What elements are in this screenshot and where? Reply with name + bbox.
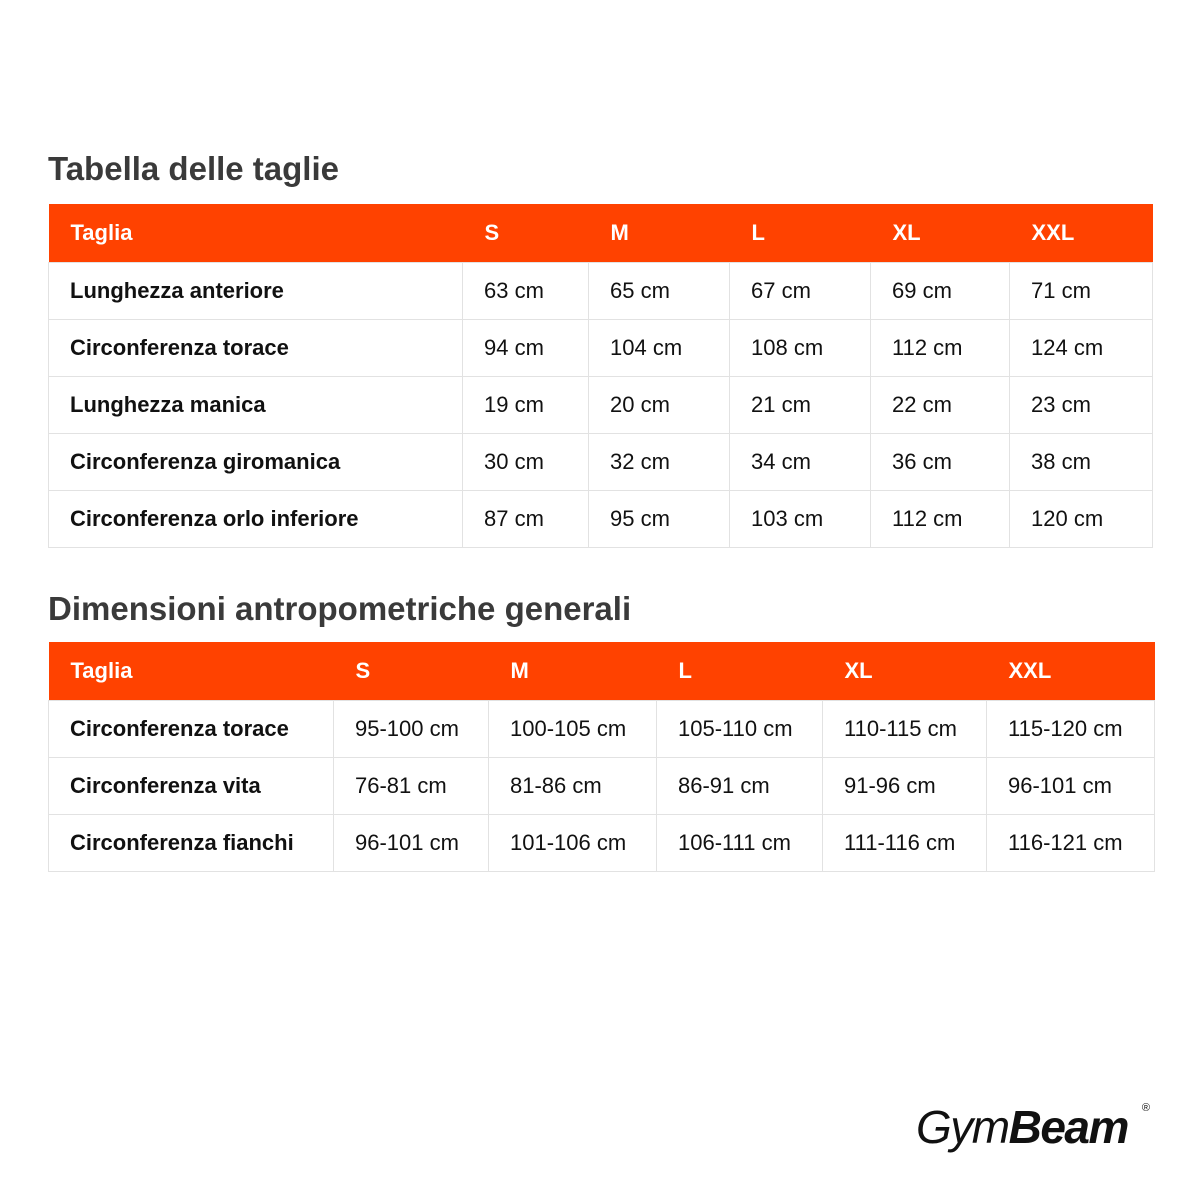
size-table-title: Tabella delle taglie	[48, 150, 339, 187]
size-table	[48, 204, 1153, 548]
body-table-header-row	[49, 642, 1155, 700]
table-cell: 65 cm	[589, 262, 730, 319]
table-cell: 81-86 cm	[489, 757, 657, 814]
table-cell: 112 cm	[871, 490, 1010, 547]
table-cell: 76-81 cm	[334, 757, 489, 814]
table-cell: 36 cm	[871, 433, 1010, 490]
row-label: Circonferenza orlo inferiore	[49, 490, 463, 547]
table-cell: 86-91 cm	[657, 757, 823, 814]
table-cell: 96-101 cm	[334, 814, 489, 871]
table-cell: 20 cm	[589, 376, 730, 433]
table-row	[49, 757, 1155, 814]
row-label: Lunghezza anteriore	[49, 262, 463, 319]
table-row	[49, 262, 1153, 319]
header-cell-xxl: XXL	[1010, 204, 1153, 262]
table-cell: 95-100 cm	[334, 700, 489, 757]
table-cell: 106-111 cm	[657, 814, 823, 871]
header-cell-xl: XL	[823, 642, 987, 700]
row-label: Circonferenza fianchi	[49, 814, 334, 871]
header-cell-size: Taglia	[49, 642, 334, 700]
table-cell: 108 cm	[730, 319, 871, 376]
size-table-header-row	[49, 204, 1153, 262]
table-row	[49, 376, 1153, 433]
table-row	[49, 700, 1155, 757]
logo-text-beam: Beam	[1008, 1101, 1128, 1153]
body-table-title: Dimensioni antropometriche generali	[48, 590, 632, 627]
table-cell: 103 cm	[730, 490, 871, 547]
table-cell: 32 cm	[589, 433, 730, 490]
table-cell: 124 cm	[1010, 319, 1153, 376]
table-cell: 87 cm	[463, 490, 589, 547]
header-cell-m: M	[589, 204, 730, 262]
header-cell-s: S	[463, 204, 589, 262]
table-cell: 111-116 cm	[823, 814, 987, 871]
table-cell: 116-121 cm	[987, 814, 1155, 871]
table-cell: 100-105 cm	[489, 700, 657, 757]
table-row	[49, 319, 1153, 376]
table-cell: 71 cm	[1010, 262, 1153, 319]
header-cell-l: L	[657, 642, 823, 700]
table-cell: 22 cm	[871, 376, 1010, 433]
table-cell: 110-115 cm	[823, 700, 987, 757]
row-label: Circonferenza vita	[49, 757, 334, 814]
table-cell: 30 cm	[463, 433, 589, 490]
header-cell-xl: XL	[871, 204, 1010, 262]
row-label: Circonferenza torace	[49, 319, 463, 376]
table-cell: 120 cm	[1010, 490, 1153, 547]
table-row	[49, 433, 1153, 490]
table-cell: 63 cm	[463, 262, 589, 319]
table-cell: 67 cm	[730, 262, 871, 319]
table-cell: 38 cm	[1010, 433, 1153, 490]
table-cell: 101-106 cm	[489, 814, 657, 871]
table-cell: 69 cm	[871, 262, 1010, 319]
row-label: Circonferenza torace	[49, 700, 334, 757]
table-cell: 96-101 cm	[987, 757, 1155, 814]
table-cell: 104 cm	[589, 319, 730, 376]
table-cell: 94 cm	[463, 319, 589, 376]
row-label: Lunghezza manica	[49, 376, 463, 433]
table-cell: 21 cm	[730, 376, 871, 433]
body-measurements-table	[48, 642, 1155, 872]
table-cell: 19 cm	[463, 376, 589, 433]
table-cell: 34 cm	[730, 433, 871, 490]
gymbeam-logo	[916, 1100, 1156, 1156]
header-cell-s: S	[334, 642, 489, 700]
header-cell-size: Taglia	[49, 204, 463, 262]
table-row	[49, 814, 1155, 871]
header-cell-m: M	[489, 642, 657, 700]
table-cell: 112 cm	[871, 319, 1010, 376]
table-cell: 23 cm	[1010, 376, 1153, 433]
table-row	[49, 490, 1153, 547]
table-cell: 95 cm	[589, 490, 730, 547]
table-cell: 105-110 cm	[657, 700, 823, 757]
table-cell: 91-96 cm	[823, 757, 987, 814]
registered-mark: ®	[1141, 1102, 1150, 1114]
logo-text-gym: Gym	[916, 1101, 1009, 1153]
header-cell-l: L	[730, 204, 871, 262]
table-cell: 115-120 cm	[987, 700, 1155, 757]
row-label: Circonferenza giromanica	[49, 433, 463, 490]
header-cell-xxl: XXL	[987, 642, 1155, 700]
